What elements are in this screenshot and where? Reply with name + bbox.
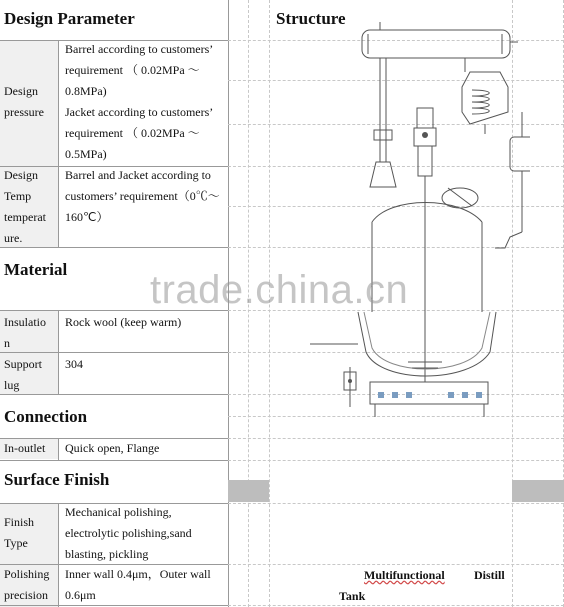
caption-tank: Tank (339, 589, 366, 603)
grid-line (228, 438, 564, 439)
caption-distill: Distill (474, 568, 505, 582)
support-lug-value: 304 (65, 357, 83, 371)
shaded-cell (228, 480, 269, 502)
polishing-precision-value: Inner wall 0.4μm，Outer wall 0.6μm (65, 567, 211, 602)
caption-multifunctional: Multifunctional (364, 568, 445, 582)
grid-line (228, 564, 564, 565)
watermark-text: trade.china.cn (150, 268, 409, 312)
design-temp-label: Design Temp temperat ure. (4, 168, 46, 245)
grid-line (228, 460, 564, 461)
connection-heading: Connection (4, 407, 88, 426)
shaded-cell (512, 480, 564, 502)
table-rule (58, 438, 59, 460)
support-lug-label: Support lug (4, 357, 43, 392)
table-rule (58, 40, 59, 247)
material-heading: Material (4, 260, 68, 279)
design-pressure-label: Design pressure (4, 84, 44, 119)
structure-heading: Structure (276, 9, 346, 28)
design-pressure-value: Barrel according to customers’ requirement （ 0.02MPa ～ 0.8MPa) Jacket according to customers’ requirement （ 0.02MPa ～ 0.5MPa) (65, 42, 214, 161)
grid-line (228, 605, 564, 606)
table-rule (58, 310, 59, 394)
in-outlet-label: In-outlet (4, 441, 46, 455)
surface-finish-heading: Surface Finish (4, 470, 110, 489)
finish-type-label: Finish Type (4, 515, 35, 550)
grid-line (228, 503, 564, 504)
finish-type-value: Mechanical polishing, electrolytic polishing,sand blasting, pickling (65, 505, 192, 561)
table-rule (58, 503, 59, 607)
insulation-value: Rock wool (keep warm) (65, 315, 182, 329)
distill-tank-drawing (300, 12, 530, 422)
table-rule (0, 460, 228, 461)
in-outlet-value: Quick open, Flange (65, 441, 160, 455)
polishing-precision-label: Polishing precision (4, 567, 50, 602)
design-temp-value: Barrel and Jacket according to customers’ requirement（0℃～ 160℃） (65, 168, 220, 224)
insulation-label: Insulatio n (4, 315, 46, 350)
design-parameter-heading: Design Parameter (4, 9, 135, 28)
